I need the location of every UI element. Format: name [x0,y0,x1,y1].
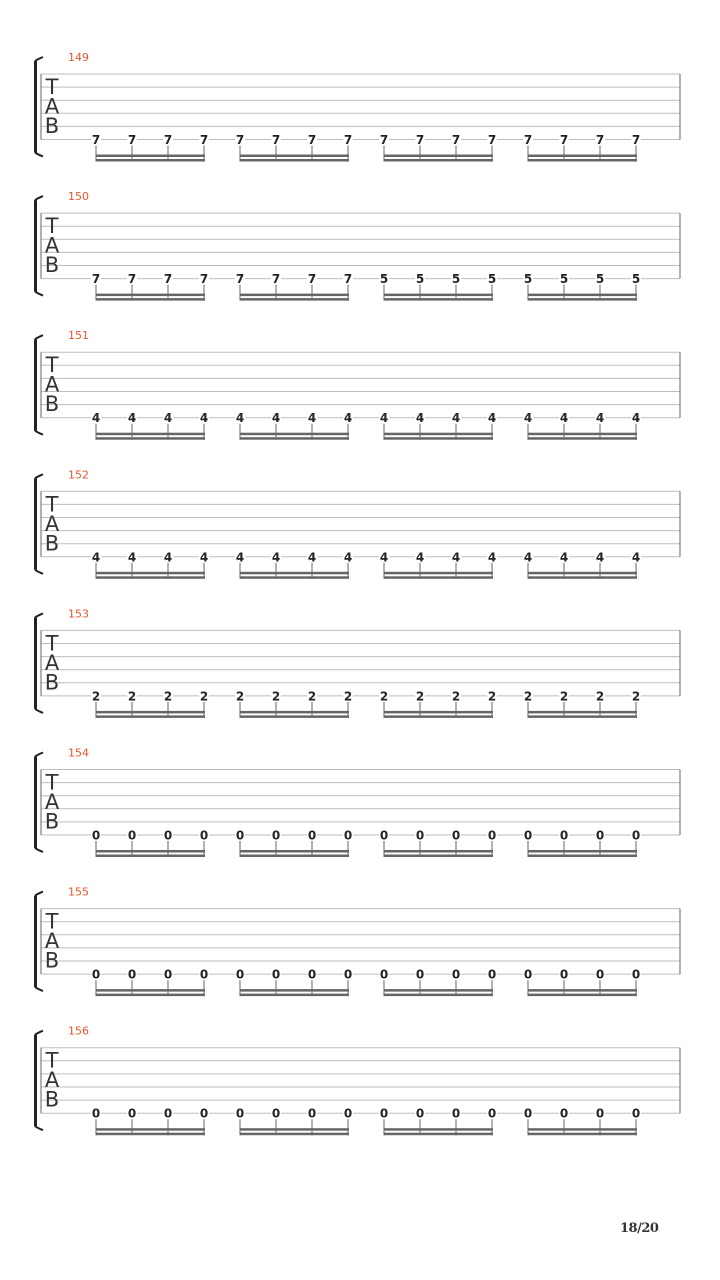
fret-number: 7 [127,272,137,287]
page-number: 18/20 [620,1221,659,1236]
beam-secondary [384,572,493,575]
fret-number: 2 [487,689,497,704]
fret-number: 0 [199,828,209,843]
beam-primary [528,159,637,162]
beam-secondary [96,989,205,992]
tab-clef-letter: A [44,1068,60,1093]
beam-primary [528,715,637,718]
fret-number: 4 [343,411,353,426]
tab-clef-letter: B [44,670,60,695]
beam-primary [528,1133,637,1136]
beam-secondary [528,433,637,436]
bracket-bottom-hook [35,709,43,713]
bracket-bottom-hook [35,848,43,852]
tab-clef-letter: B [44,114,60,138]
fret-number: 7 [343,272,353,287]
fret-number: 4 [235,550,245,565]
fret-number: 7 [235,272,245,287]
fret-number: 2 [415,689,425,704]
fret-number: 7 [235,133,245,147]
beam-secondary [384,850,493,853]
beam-primary [96,576,205,579]
fret-number: 2 [235,689,245,704]
fret-number: 0 [559,967,569,982]
beam-primary [528,437,637,440]
beam-primary [384,715,493,718]
fret-number: 0 [487,1106,497,1121]
tab-clef-letter: T [45,1048,59,1073]
fret-number: 0 [271,967,281,982]
fret-number: 2 [307,689,317,704]
fret-number: 4 [271,550,281,565]
measure-number: 152 [68,468,89,482]
fret-number: 7 [271,133,281,147]
measure-number: 155 [68,885,89,899]
tab-clef-letter: T [45,492,59,517]
fret-number: 7 [91,272,101,287]
beam-secondary [384,1128,493,1131]
fret-number: 0 [307,967,317,982]
fret-number: 0 [451,1106,461,1121]
fret-number: 4 [451,550,461,565]
fret-number: 4 [343,550,353,565]
beam-secondary [528,1128,637,1131]
fret-number: 4 [271,411,281,426]
fret-number: 0 [415,828,425,843]
fret-number: 0 [235,828,245,843]
bracket-bottom-hook [35,1126,43,1130]
beam-primary [96,1133,205,1136]
fret-number: 4 [415,550,425,565]
fret-number: 4 [595,411,605,426]
measure-number: 153 [68,607,89,621]
bracket-top-hook [35,335,43,339]
fret-number: 2 [451,689,461,704]
fret-number: 4 [559,550,569,565]
fret-number: 0 [163,828,173,843]
fret-number: 4 [235,411,245,426]
fret-number: 5 [595,272,605,287]
fret-number: 7 [91,133,101,147]
fret-number: 0 [91,828,101,843]
tab-clef-letter: B [44,392,60,417]
fret-number: 2 [199,689,209,704]
tab-clef-letter: B [44,1087,60,1112]
fret-number: 0 [91,967,101,982]
tab-clef-letter: A [44,511,60,536]
beam-primary [96,994,205,997]
fret-number: 7 [631,133,641,147]
fret-number: 0 [523,1106,533,1121]
beam-secondary [240,850,349,853]
fret-number: 4 [307,550,317,565]
fret-number: 7 [127,133,137,147]
fret-number: 0 [595,1106,605,1121]
fret-number: 0 [559,828,569,843]
beam-secondary [240,572,349,575]
fret-number: 0 [127,1106,137,1121]
beam-primary [240,715,349,718]
measure-number: 154 [68,746,89,760]
fret-number: 7 [559,133,569,147]
tab-clef-letter: A [44,790,60,814]
fret-number: 2 [127,689,137,704]
bracket-top-hook [35,892,43,896]
beam-secondary [96,572,205,575]
fret-number: 0 [199,967,209,982]
beam-primary [384,994,493,997]
measure-number: 150 [68,190,89,204]
beam-primary [240,1133,349,1136]
fret-number: 7 [595,133,605,147]
beam-secondary [240,155,349,158]
fret-number: 0 [523,967,533,982]
tab-clef-letter: T [45,770,59,795]
beam-primary [96,715,205,718]
fret-number: 0 [163,967,173,982]
beam-primary [240,159,349,162]
fret-number: 4 [199,550,209,565]
fret-number: 4 [127,550,137,565]
fret-number: 4 [559,411,569,426]
fret-number: 4 [163,550,173,565]
beam-secondary [96,155,205,158]
beam-primary [528,576,637,579]
beam-secondary [96,711,205,714]
fret-number: 0 [631,828,641,843]
fret-number: 0 [343,828,353,843]
fret-number: 7 [487,133,497,147]
fret-number: 0 [595,828,605,843]
tab-clef-letter: A [44,94,60,119]
fret-number: 0 [163,1106,173,1121]
beam-primary [240,298,349,301]
fret-number: 4 [595,550,605,565]
fret-number: 0 [379,1106,389,1121]
fret-number: 4 [91,411,101,426]
fret-number: 7 [307,272,317,287]
tab-clef-letter: T [45,75,59,99]
bracket-bottom-hook [35,153,43,157]
beam-secondary [384,155,493,158]
fret-number: 7 [415,133,425,147]
fret-number: 4 [487,550,497,565]
beam-secondary [528,989,637,992]
fret-number: 4 [415,411,425,426]
beam-primary [96,437,205,440]
tab-clef-letter: T [45,909,59,934]
bracket-bottom-hook [35,292,43,296]
fret-number: 0 [127,967,137,982]
tab-clef-letter: A [44,650,60,675]
bracket-top-hook [35,613,43,617]
beam-secondary [240,1128,349,1131]
beam-secondary [240,989,349,992]
fret-number: 0 [451,967,461,982]
measure-number: 156 [68,1024,89,1038]
fret-number: 0 [415,967,425,982]
fret-number: 0 [343,967,353,982]
fret-number: 7 [451,133,461,147]
beam-primary [528,298,637,301]
fret-number: 0 [271,1106,281,1121]
fret-number: 0 [415,1106,425,1121]
fret-number: 7 [307,133,317,147]
fret-number: 0 [235,1106,245,1121]
beam-primary [384,576,493,579]
tab-clef-letter: T [45,353,59,378]
bracket-top-hook [35,474,43,478]
tab-clef-letter: T [45,631,59,656]
fret-number: 2 [163,689,173,704]
fret-number: 2 [595,689,605,704]
beam-primary [96,159,205,162]
fret-number: 0 [307,1106,317,1121]
beam-primary [240,437,349,440]
fret-number: 4 [91,550,101,565]
fret-number: 7 [271,272,281,287]
beam-secondary [96,1128,205,1131]
fret-number: 2 [631,689,641,704]
fret-number: 4 [199,411,209,426]
fret-number: 7 [199,133,209,147]
fret-number: 2 [379,689,389,704]
fret-number: 4 [487,411,497,426]
fret-number: 4 [631,411,641,426]
beam-primary [528,994,637,997]
beam-primary [96,298,205,301]
fret-number: 0 [235,967,245,982]
fret-number: 0 [379,967,389,982]
beam-secondary [528,711,637,714]
fret-number: 5 [487,272,497,287]
fret-number: 4 [451,411,461,426]
fret-number: 0 [91,1106,101,1121]
fret-number: 4 [523,550,533,565]
beam-secondary [96,850,205,853]
fret-number: 0 [631,967,641,982]
fret-number: 4 [631,550,641,565]
fret-number: 7 [199,272,209,287]
fret-number: 0 [379,828,389,843]
beam-secondary [384,294,493,297]
fret-number: 4 [163,411,173,426]
beam-secondary [528,155,637,158]
fret-number: 2 [343,689,353,704]
beam-primary [384,1133,493,1136]
fret-number: 4 [379,550,389,565]
fret-number: 0 [595,967,605,982]
fret-number: 0 [451,828,461,843]
fret-number: 4 [127,411,137,426]
tab-clef-letter: B [44,253,60,278]
fret-number: 7 [523,133,533,147]
fret-number: 5 [523,272,533,287]
fret-number: 2 [271,689,281,704]
beam-primary [384,437,493,440]
beam-primary [240,994,349,997]
fret-number: 5 [559,272,569,287]
bracket-bottom-hook [35,570,43,574]
tab-clef-letter: T [45,214,59,239]
tab-clef-letter: A [44,929,60,954]
fret-number: 7 [379,133,389,147]
beam-primary [240,855,349,858]
beam-primary [96,855,205,858]
fret-number: 2 [523,689,533,704]
tab-clef-letter: A [44,372,60,397]
tab-clef-letter: B [44,531,60,556]
fret-number: 4 [379,411,389,426]
measure-number: 149 [68,51,89,64]
beam-secondary [384,989,493,992]
bracket-bottom-hook [35,987,43,991]
beam-secondary [96,433,205,436]
fret-number: 7 [343,133,353,147]
beam-secondary [384,433,493,436]
fret-number: 4 [307,411,317,426]
beam-secondary [240,433,349,436]
tab-clef-letter: A [44,233,60,258]
bracket-top-hook [35,57,43,61]
beam-primary [384,159,493,162]
bracket-top-hook [35,1031,43,1035]
fret-number: 5 [631,272,641,287]
beam-primary [240,576,349,579]
fret-number: 0 [307,828,317,843]
fret-number: 2 [91,689,101,704]
fret-number: 0 [523,828,533,843]
beam-primary [528,855,637,858]
fret-number: 2 [559,689,569,704]
bracket-bottom-hook [35,431,43,435]
beam-secondary [240,711,349,714]
fret-number: 0 [631,1106,641,1121]
fret-number: 0 [199,1106,209,1121]
beam-secondary [528,850,637,853]
fret-number: 0 [487,828,497,843]
fret-number: 0 [127,828,137,843]
beam-secondary [528,294,637,297]
fret-number: 5 [415,272,425,287]
tab-clef-letter: B [44,948,60,973]
fret-number: 7 [163,272,173,287]
beam-primary [384,855,493,858]
bracket-top-hook [35,753,43,757]
fret-number: 0 [271,828,281,843]
fret-number: 7 [163,133,173,147]
beam-secondary [528,572,637,575]
fret-number: 4 [523,411,533,426]
beam-secondary [384,711,493,714]
beam-primary [384,298,493,301]
fret-number: 0 [559,1106,569,1121]
beam-secondary [240,294,349,297]
tab-clef-letter: B [44,809,60,834]
fret-number: 0 [487,967,497,982]
beam-secondary [96,294,205,297]
measure-number: 151 [68,329,89,343]
fret-number: 5 [451,272,461,287]
fret-number: 5 [379,272,389,287]
fret-number: 0 [343,1106,353,1121]
bracket-top-hook [35,196,43,200]
